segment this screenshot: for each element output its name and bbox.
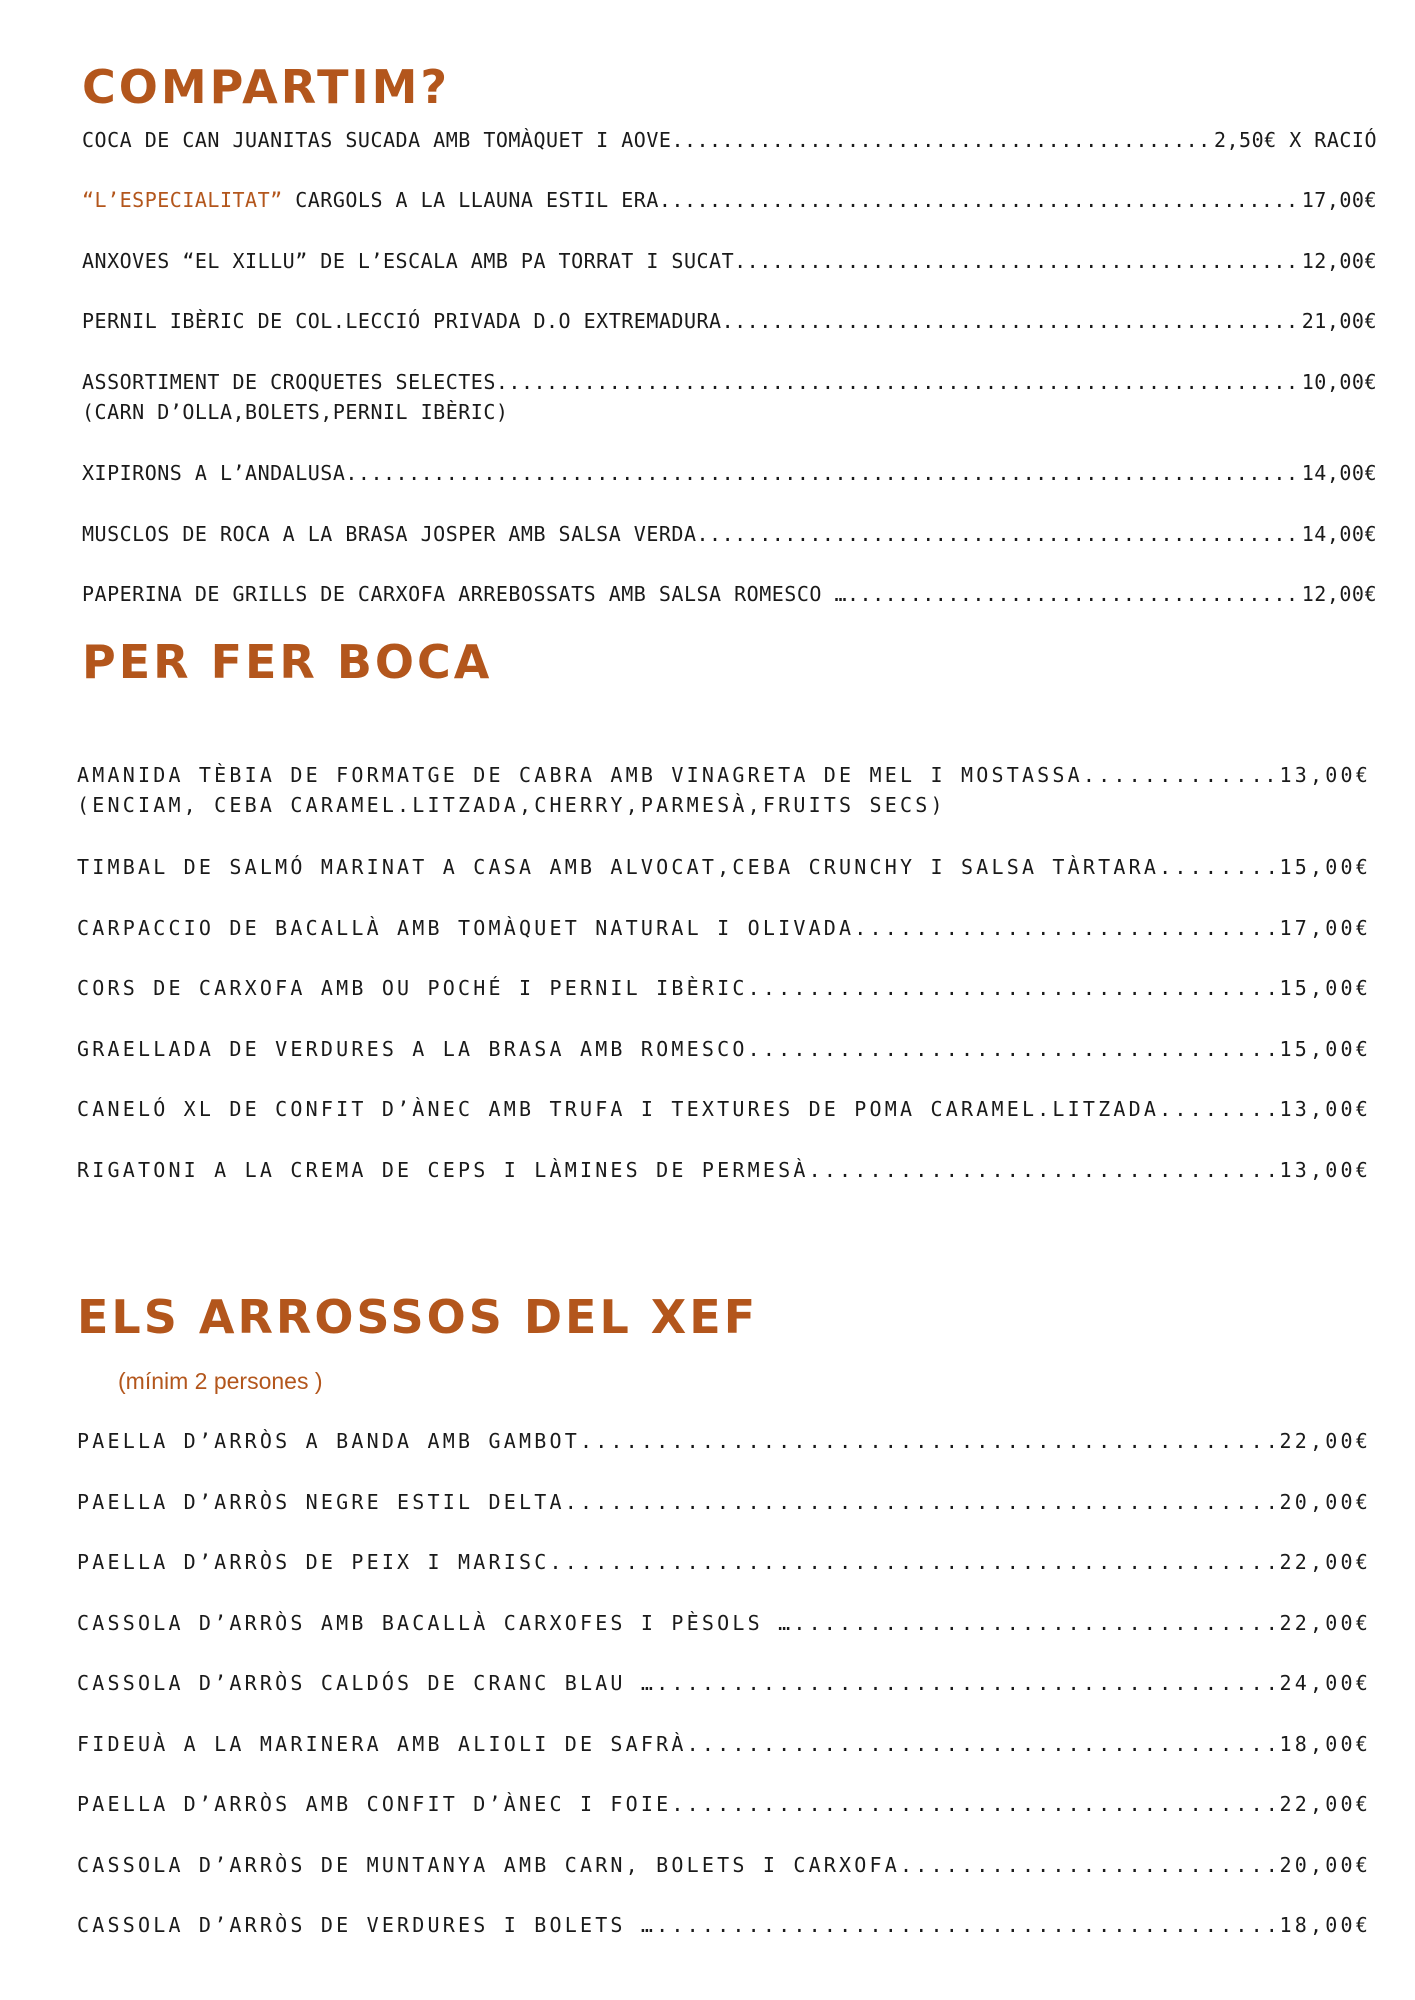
menu-item (77, 1037, 1371, 1061)
dot-leader (687, 1732, 1280, 1756)
item-name: COCA DE CAN JUANITAS SUCADA AMB TOMÀQUET I AOVE (82, 128, 672, 152)
item-highlight: “L’ESPECIALITAT” (82, 188, 283, 212)
item-description: (CARN D’OLLA,BOLETS,PERNIL IBÈRIC) (82, 400, 509, 424)
menu-item (82, 461, 1377, 485)
item-name: ANXOVES “EL XILLU” DE L’ESCALA AMB PA TORRAT I SUCAT (82, 249, 735, 273)
dot-leader (748, 976, 1280, 1000)
menu-item (77, 1853, 1371, 1877)
menu-item (77, 763, 1371, 817)
item-name: RIGATONI A LA CREMA DE CEPS I LÀMINES DE PERMESÀ (77, 1158, 809, 1182)
item-description: (ENCIAM, CEBA CARAMEL.LITZADA,CHERRY,PARMESÀ,FRUITS SECS) (77, 793, 946, 817)
item-price: 15,00€ (1279, 1037, 1371, 1061)
item-name: MUSCLOS DE ROCA A LA BRASA JOSPER AMB SALSA VERDA (82, 522, 697, 546)
dot-leader (1159, 1097, 1279, 1121)
item-name: AMANIDA TÈBIA DE FORMATGE DE CABRA AMB VINAGRETA DE MEL I MOSTASSA (77, 763, 1083, 787)
item-price: 12,00€ (1301, 249, 1377, 273)
item-price: 22,00€ (1279, 1550, 1371, 1574)
dot-leader (345, 461, 1301, 485)
item-price: 13,00€ (1279, 1158, 1371, 1182)
section-title: ELS ARROSSOS DEL XEF (77, 1290, 759, 1344)
item-price: 14,00€ (1301, 522, 1377, 546)
item-name: TIMBAL DE SALMÓ MARINAT A CASA AMB ALVOCAT,CEBA CRUNCHY I SALSA TÀRTARA (77, 855, 1160, 879)
menu-item (77, 1732, 1371, 1756)
item-name: CASSOLA D’ARRÒS DE VERDURES I BOLETS … (77, 1913, 657, 1937)
item-name: PAPERINA DE GRILLS DE CARXOFA ARREBOSSATS AMB SALSA ROMESCO … (82, 582, 848, 606)
item-name: CASSOLA D’ARRÒS AMB BACALLÀ CARXOFES I PÈSOLS … (77, 1611, 794, 1635)
menu-item (77, 916, 1371, 940)
dot-leader (1083, 763, 1264, 787)
item-name: PERNIL IBÈRIC DE COL.LECCIÓ PRIVADA D.O EXTREMADURA (82, 309, 722, 333)
item-name: XIPIRONS A L’ANDALUSA (82, 461, 346, 485)
item-price: 12,00€ (1301, 582, 1377, 606)
item-price: 14,00€ (1301, 461, 1377, 485)
dot-leader (671, 128, 1214, 152)
item-name: CORS DE CARXOFA AMB OU POCHÉ I PERNIL IBÈRIC (77, 976, 748, 1000)
menu-item (82, 522, 1377, 546)
dot-leader (656, 1429, 1279, 1453)
item-price: 18,00€ (1279, 1732, 1371, 1756)
dot-leader (697, 522, 1302, 546)
item-name: ASSORTIMENT DE CROQUETES SELECTES (82, 370, 496, 394)
menu-item (82, 249, 1377, 273)
menu-item (77, 1550, 1371, 1574)
item-price: 15,00€ (1279, 855, 1371, 879)
item-name: CASSOLA D’ARRÒS DE MUNTANYA AMB CARN, BOLETS I CARXOFA (77, 1853, 901, 1877)
dot-leader (900, 1853, 1280, 1877)
dot-leader (656, 1671, 1279, 1695)
item-price: 22,00€ (1279, 1792, 1371, 1816)
item-price: 22,00€ (1279, 1429, 1371, 1453)
item-name: CARPACCIO DE BACALLÀ AMB TOMÀQUET NATURAL I OLIVADA (77, 916, 855, 940)
menu-item (77, 1611, 1371, 1635)
item-price: 18,00€ (1279, 1913, 1371, 1937)
menu-item (77, 1792, 1371, 1816)
menu-item (77, 1671, 1371, 1695)
menu-item (82, 309, 1377, 333)
menu-item (77, 1913, 1371, 1937)
item-name: GRAELLADA DE VERDURES A LA BRASA AMB ROMESCO (77, 1037, 748, 1061)
item-price: 17,00€ (1301, 188, 1377, 212)
dot-leader (671, 1792, 1279, 1816)
dot-leader (734, 249, 1302, 273)
item-price: 17,00€ (1279, 916, 1371, 940)
menu-item (77, 976, 1371, 1000)
dot-leader (793, 1611, 1279, 1635)
dot-leader (748, 1037, 1280, 1061)
dot-leader (854, 916, 1279, 940)
dot-leader (809, 1158, 1280, 1182)
menu-item (82, 128, 1377, 152)
menu-item (82, 370, 1377, 424)
section-title: PER FER BOCA (82, 635, 493, 689)
item-price: 13,00€ (1279, 1097, 1371, 1121)
item-name: CARGOLS A LA LLAUNA ESTIL ERA (282, 188, 659, 212)
item-price: 21,00€ (1301, 309, 1377, 333)
item-price: .13,00€ (1264, 763, 1371, 787)
menu-item (77, 855, 1371, 879)
item-price: 24,00€ (1279, 1671, 1371, 1695)
item-price: 22,00€ (1279, 1611, 1371, 1635)
item-name: FIDEUÀ A LA MARINERA AMB ALIOLI DE SAFRÀ (77, 1732, 687, 1756)
dot-leader (565, 1490, 1280, 1514)
item-price: 20,00€ (1279, 1490, 1371, 1514)
section-title: COMPARTIM? (82, 60, 451, 114)
item-name: PAELLA D’ARRÒS A BANDA AMB GAMBOT..... (77, 1429, 657, 1453)
item-name: PAELLA D’ARRÒS DE PEIX I MARISC (77, 1550, 550, 1574)
item-name: PAELLA D’ARRÒS AMB CONFIT D’ÀNEC I FOIE (77, 1792, 672, 1816)
menu-item (82, 582, 1377, 606)
menu-item (77, 1097, 1371, 1121)
menu-item (77, 1158, 1371, 1182)
section-subtitle: (mínim 2 persones ) (118, 1368, 323, 1394)
item-name: CASSOLA D’ARRÒS CALDÓS DE CRANC BLAU … (77, 1671, 657, 1695)
dot-leader (549, 1550, 1279, 1574)
item-price: 10,00€ (1301, 370, 1377, 394)
item-price: 20,00€ (1279, 1853, 1371, 1877)
dot-leader (722, 309, 1302, 333)
dot-leader (1159, 855, 1279, 879)
dot-leader (496, 370, 1302, 394)
dot-leader (656, 1913, 1279, 1937)
menu-item (82, 188, 1377, 212)
dot-leader (847, 582, 1302, 606)
menu-item (77, 1429, 1371, 1453)
item-price: 15,00€ (1279, 976, 1371, 1000)
item-name: CANELÓ XL DE CONFIT D’ÀNEC AMB TRUFA I TEXTURES DE POMA CARAMEL.LITZADA (77, 1097, 1160, 1121)
dot-leader (659, 188, 1302, 212)
menu-item (77, 1490, 1371, 1514)
item-name: PAELLA D’ARRÒS NEGRE ESTIL DELTA (77, 1490, 565, 1514)
item-price: 2,50€ X RACIÓ (1213, 128, 1377, 152)
